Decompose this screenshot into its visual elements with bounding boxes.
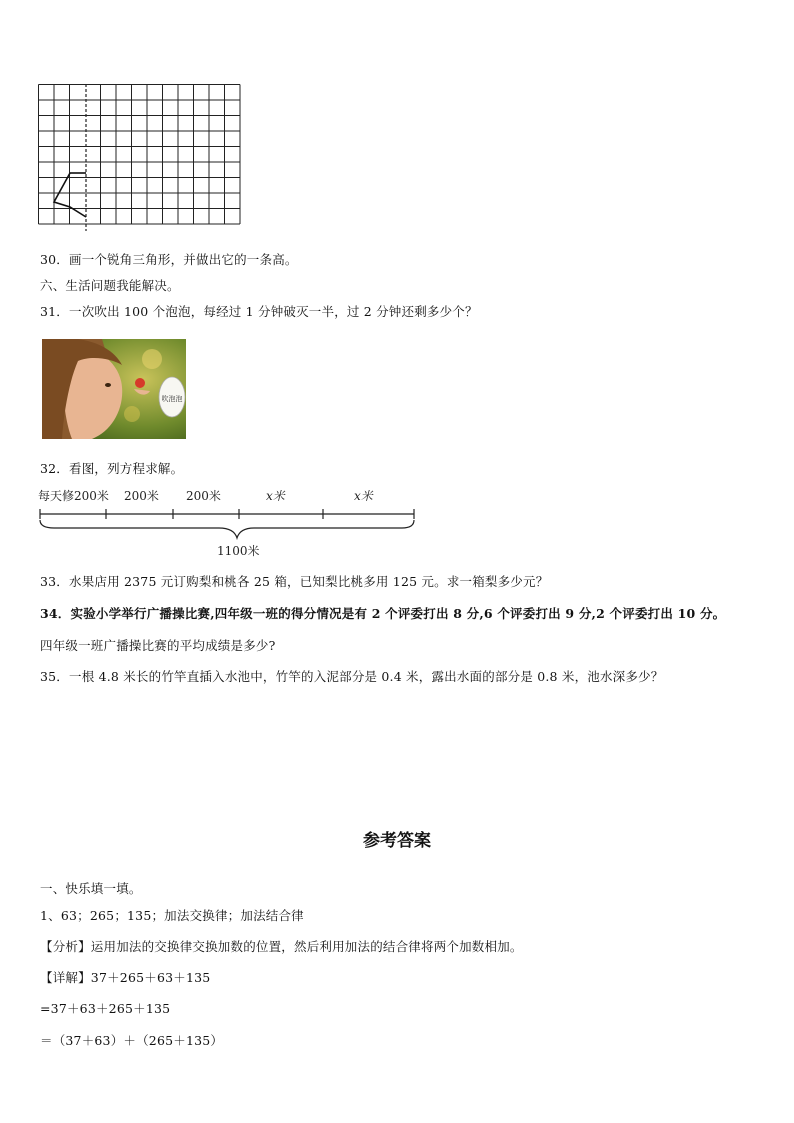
bubble-text: 吹泡泡 xyxy=(161,395,183,403)
answer-1-analysis: 【分析】运用加法的交换律交换加数的位置，然后利用加法的结合律将两个加数相加。 xyxy=(40,939,523,954)
question-30: 30．画一个锐角三角形，并做出它的一条高。 xyxy=(40,252,298,267)
diagram-label-1: 每天修200米 xyxy=(38,489,109,503)
question-33: 33．水果店用 2375 元订购梨和桃各 25 箱，已知梨比桃多用 125 元。求一箱梨多少元？ xyxy=(40,574,549,589)
total-brace xyxy=(40,520,414,538)
answer-1-detail: 【详解】37＋265＋63＋135 xyxy=(40,970,211,985)
question-34-line2: 四年级一班广播操比赛的平均成绩是多少? xyxy=(40,638,276,653)
question-35: 35．一根 4.8 米长的竹竿直插入水池中，竹竿的入泥部分是 0.4 米，露出水面的部分是 0.8 米，池水深多少？ xyxy=(40,669,664,684)
diagram-label-5: x米 xyxy=(354,489,373,503)
question-34-line1: 34．实验小学举行广播操比赛,四年级一班的得分情况是有 2 个评委打出 8 分,6 个评委打出 9 分,2 个评委打出 10 分。 xyxy=(40,606,726,621)
bubble-girl-photo xyxy=(42,339,186,439)
question-31: 31．一次吹出 100 个泡泡，每经过 1 分钟破灭一半，过 2 分钟还剩多少个？ xyxy=(40,304,478,319)
section-6-heading: 六、生活问题我能解决。 xyxy=(40,278,180,293)
question-32: 32．看图，列方程求解。 xyxy=(40,461,184,476)
answer-title: 参考答案 xyxy=(363,831,431,851)
diagram-label-4: x米 xyxy=(266,489,285,503)
diagram-label-3: 200米 xyxy=(186,489,221,503)
answer-section-1: 一、快乐填一填。 xyxy=(40,881,142,896)
answer-1-step-1: =37＋63＋265＋135 xyxy=(40,1001,171,1016)
answer-1-step-2: ＝（37＋63）＋（265＋135） xyxy=(40,1033,224,1048)
diagram-label-2: 200米 xyxy=(124,489,159,503)
segment-diagram xyxy=(34,484,424,564)
diagram-total: 1100米 xyxy=(217,544,260,558)
answer-1: 1、63；265；135；加法交换律；加法结合律 xyxy=(40,908,304,923)
drawing-grid xyxy=(38,84,244,234)
